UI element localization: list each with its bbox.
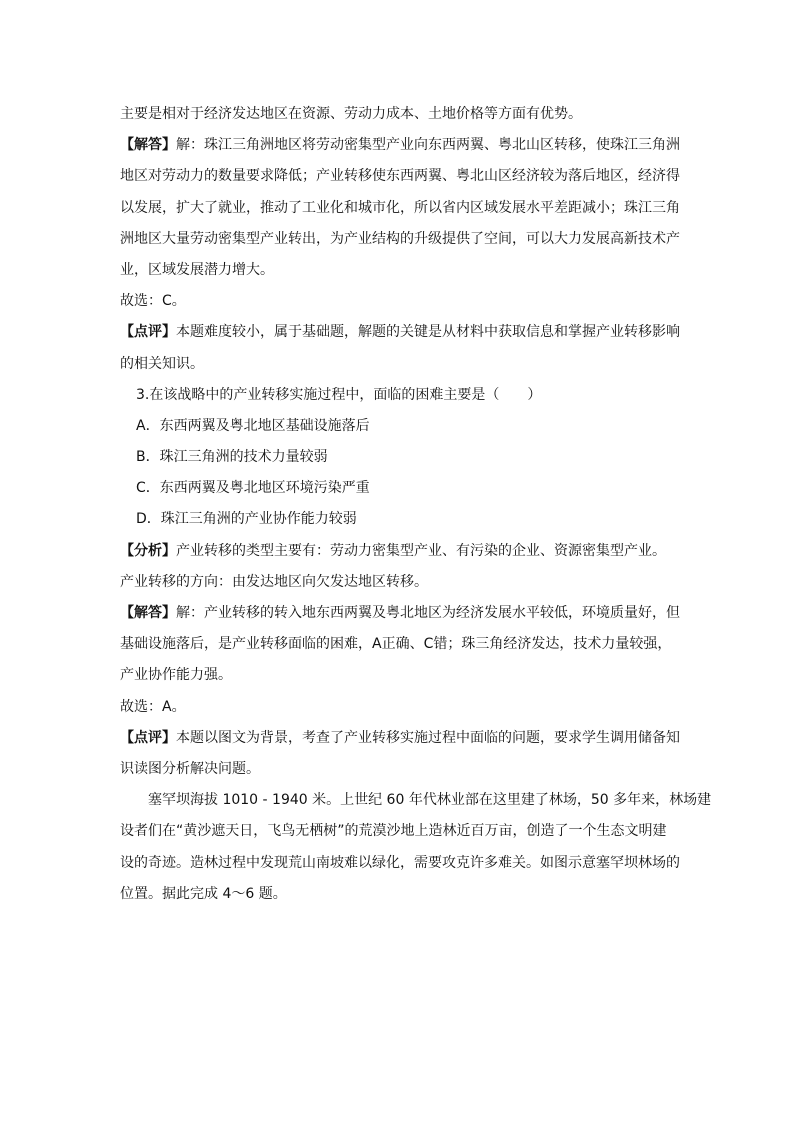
answer-line bbox=[120, 130, 680, 161]
comment-tag: 【点评】 bbox=[120, 324, 176, 341]
passage-line: 设者们在“黄沙遮天日，飞鸟无栖树”的荒漠沙地上造林近百万亩，创造了一个生态文明建 bbox=[120, 823, 667, 840]
answer-text: 解：珠江三角洲地区将劳动密集型产业向东西两翼、粤北山区转移，使珠江三角洲 bbox=[176, 137, 680, 154]
option-b: B．珠江三角洲的技术力量较弱 bbox=[136, 449, 328, 466]
passage-line: 设的奇迹。造林过程中发现荒山南坡难以绿化，需要攻克许多难关。如图示意塞罕坝林场的 bbox=[120, 854, 680, 871]
text-line: 的相关知识。 bbox=[120, 355, 204, 372]
answer-tag: 【解答】 bbox=[120, 137, 176, 154]
analysis-line bbox=[120, 536, 680, 567]
answer-line bbox=[120, 598, 680, 629]
passage-line: 位置。据此完成 4～6 题。 bbox=[120, 885, 287, 902]
text-line: 以发展，扩大了就业，推动了工业化和城市化，所以省内区域发展水平差距减小；珠江三角 bbox=[120, 199, 680, 216]
option-c: C．东西两翼及粤北地区环境污染严重 bbox=[136, 480, 370, 497]
choice-line: 故选：C。 bbox=[120, 293, 186, 310]
option-a: A．东西两翼及粤北地区基础设施落后 bbox=[136, 417, 370, 434]
analysis-text: 产业转移的类型主要有：劳动力密集型产业、有污染的企业、资源密集型产业。 bbox=[176, 542, 666, 559]
answer-tag: 【解答】 bbox=[120, 605, 176, 621]
comment-line bbox=[120, 317, 680, 348]
text-line: 产业协作能力强。 bbox=[120, 667, 232, 684]
passage-line: 塞罕坝海拔 1010 - 1940 米。上世纪 60 年代林业部在这里建了林场，50 多年来，林场建 bbox=[148, 792, 712, 809]
comment-line bbox=[120, 723, 680, 754]
text-line: 基础设施落后，是产业转移面临的困难，A正确、C错；珠三角经济发达，技术力量较强， bbox=[120, 636, 672, 653]
document-body bbox=[120, 99, 712, 910]
text-line: 识读图分析解决问题。 bbox=[120, 760, 260, 777]
text-line: 业，区域发展潜力增大。 bbox=[120, 261, 274, 278]
comment-text: 本题难度较小，属于基础题，解题的关键是从材料中获取信息和掌握产业转移影响 bbox=[176, 324, 680, 341]
answer-text: 解：产业转移的转入地东西两翼及粤北地区为经济发展水平较低，环境质量好，但 bbox=[176, 605, 680, 621]
question-stem: 3.在该战略中的产业转移实施过程中，面临的困难主要是（ ） bbox=[136, 386, 542, 403]
option-d: D．珠江三角洲的产业协作能力较弱 bbox=[136, 511, 357, 528]
choice-line: 故选：A。 bbox=[120, 698, 186, 715]
text-line: 主要是相对于经济发达地区在资源、劳动力成本、土地价格等方面有优势。 bbox=[120, 106, 582, 122]
text-line: 产业转移的方向：由发达地区向欠发达地区转移。 bbox=[120, 573, 428, 590]
analysis-tag: 【分析】 bbox=[120, 542, 176, 559]
comment-tag: 【点评】 bbox=[120, 729, 176, 746]
comment-text: 本题以图文为背景，考查了产业转移实施过程中面临的问题，要求学生调用储备知 bbox=[176, 729, 680, 746]
text-line: 洲地区大量劳动密集型产业转出，为产业结构的升级提供了空间，可以大力发展高新技术产 bbox=[120, 230, 680, 247]
text-line: 地区对劳动力的数量要求降低；产业转移使东西两翼、粤北山区经济较为落后地区，经济得 bbox=[120, 168, 680, 185]
